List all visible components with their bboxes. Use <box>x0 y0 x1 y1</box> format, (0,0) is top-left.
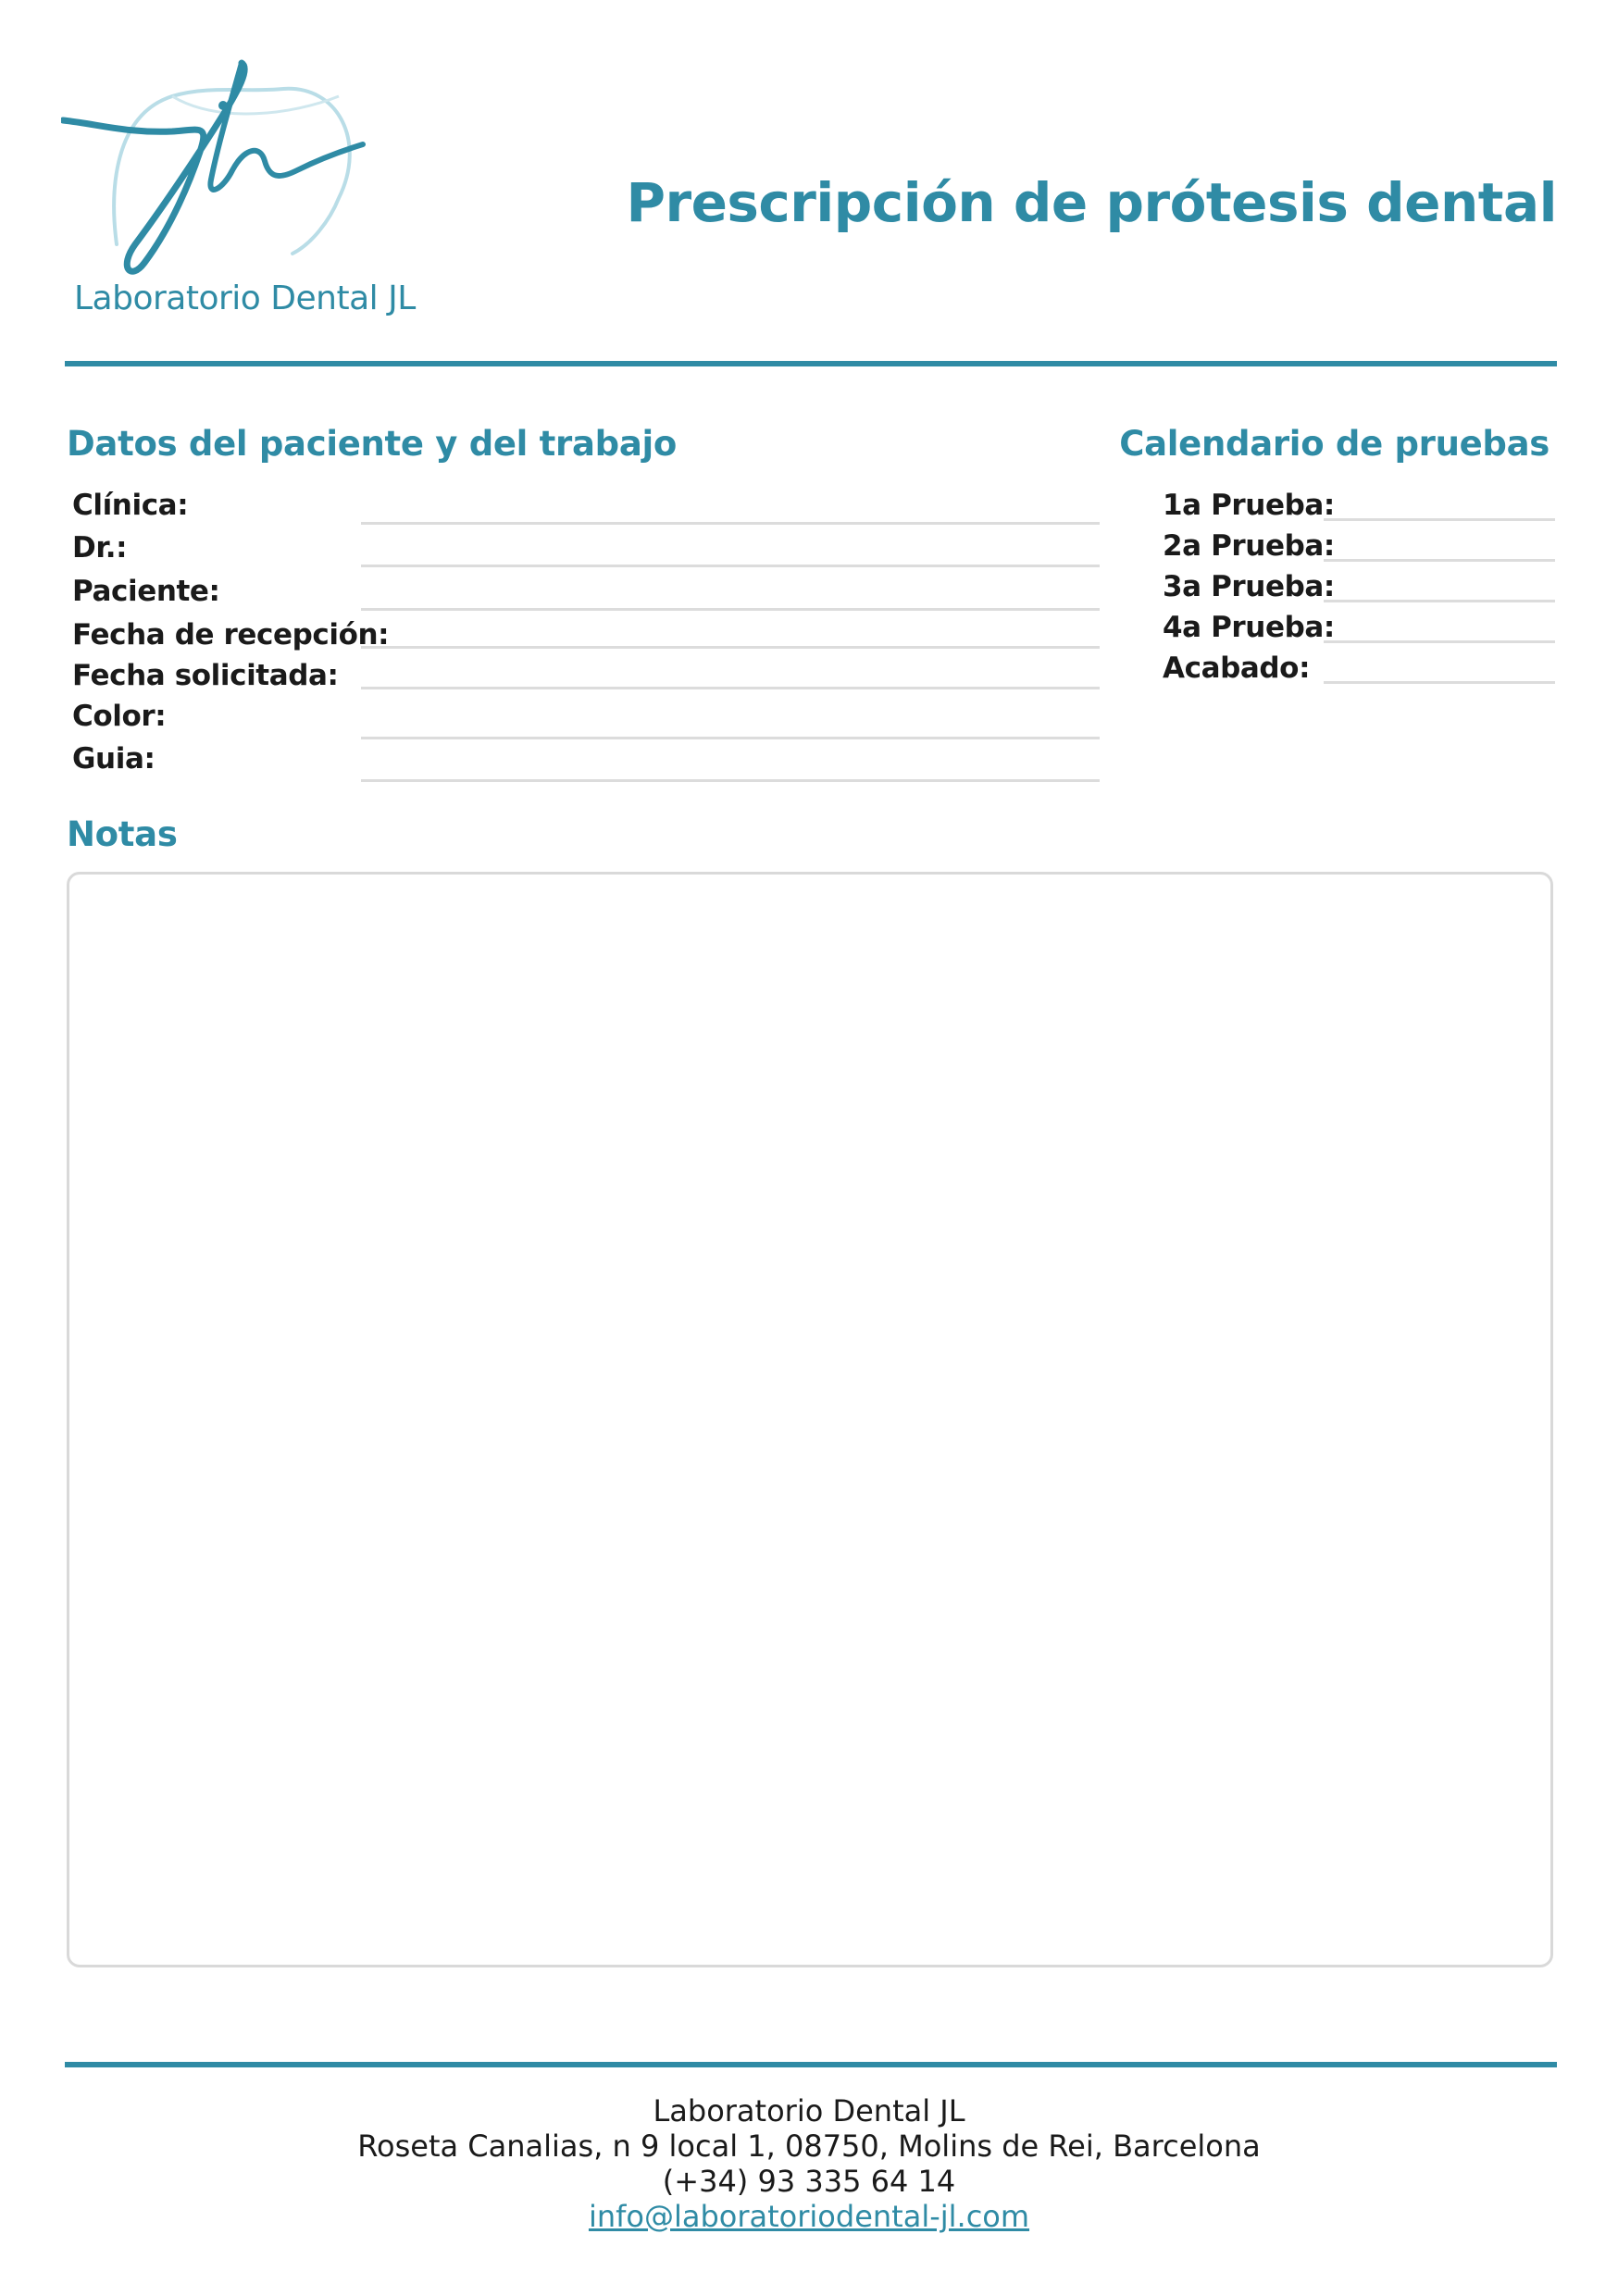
clinica-input-line[interactable] <box>361 522 1100 525</box>
field-label: Dr.: <box>72 531 128 565</box>
field-label: 4a Prueba: <box>1163 611 1335 644</box>
field-paciente <box>72 575 1100 618</box>
calendar-section-heading: Calendario de pruebas <box>1119 424 1550 464</box>
field-label: 3a Prueba: <box>1163 570 1335 603</box>
field-guia <box>72 742 1100 785</box>
field-label: Clínica: <box>72 489 189 522</box>
field-label: Guia: <box>72 742 156 776</box>
field-label: Paciente: <box>72 575 220 608</box>
field-color <box>72 700 1100 742</box>
field-label: Acabado: <box>1163 652 1311 685</box>
field-label: Color: <box>72 700 167 733</box>
notes-box[interactable] <box>67 872 1553 1967</box>
footer-divider <box>65 2062 1557 2067</box>
calendar-fields <box>1163 489 1555 692</box>
footer <box>0 2093 1618 2234</box>
prueba-1-input-line[interactable] <box>1324 518 1555 521</box>
patient-section-heading: Datos del paciente y del trabajo <box>67 424 678 464</box>
logo-monogram-icon <box>61 59 367 281</box>
header-divider <box>65 361 1557 366</box>
field-label: 2a Prueba: <box>1163 529 1335 563</box>
prueba-3-input-line[interactable] <box>1324 600 1555 602</box>
patient-fields <box>72 489 1100 785</box>
page-title: Prescripción de prótesis dental <box>626 171 1557 234</box>
notes-section-heading: Notas <box>67 814 178 854</box>
color-input-line[interactable] <box>361 737 1100 739</box>
guia-input-line[interactable] <box>361 779 1100 782</box>
acabado-input-line[interactable] <box>1324 681 1555 684</box>
field-prueba-1 <box>1163 489 1555 529</box>
logo <box>61 59 416 337</box>
field-dr <box>72 531 1100 575</box>
field-acabado <box>1163 652 1555 692</box>
field-prueba-2 <box>1163 529 1555 570</box>
fecha-solicitada-input-line[interactable] <box>361 687 1100 689</box>
footer-email-link[interactable]: info@laboratoriodental-jl.com <box>588 2199 1030 2234</box>
field-clinica <box>72 489 1100 531</box>
footer-phone: (+34) 93 335 64 14 <box>662 2164 956 2199</box>
field-label: Fecha de recepción: <box>72 618 390 652</box>
footer-company: Laboratorio Dental JL <box>653 2093 965 2128</box>
field-prueba-3 <box>1163 570 1555 611</box>
field-fecha-solicitada <box>72 659 1100 700</box>
field-fecha-recepcion <box>72 618 1100 659</box>
footer-address: Roseta Canalias, n 9 local 1, 08750, Molins de Rei, Barcelona <box>357 2128 1261 2164</box>
logo-text: Laboratorio Dental JL <box>74 279 416 317</box>
field-label: Fecha solicitada: <box>72 659 339 692</box>
field-prueba-4 <box>1163 611 1555 652</box>
fecha-recepcion-input-line[interactable] <box>361 646 1100 649</box>
prueba-2-input-line[interactable] <box>1324 559 1555 562</box>
dr-input-line[interactable] <box>361 565 1100 567</box>
field-label: 1a Prueba: <box>1163 489 1335 522</box>
paciente-input-line[interactable] <box>361 608 1100 611</box>
prueba-4-input-line[interactable] <box>1324 640 1555 643</box>
